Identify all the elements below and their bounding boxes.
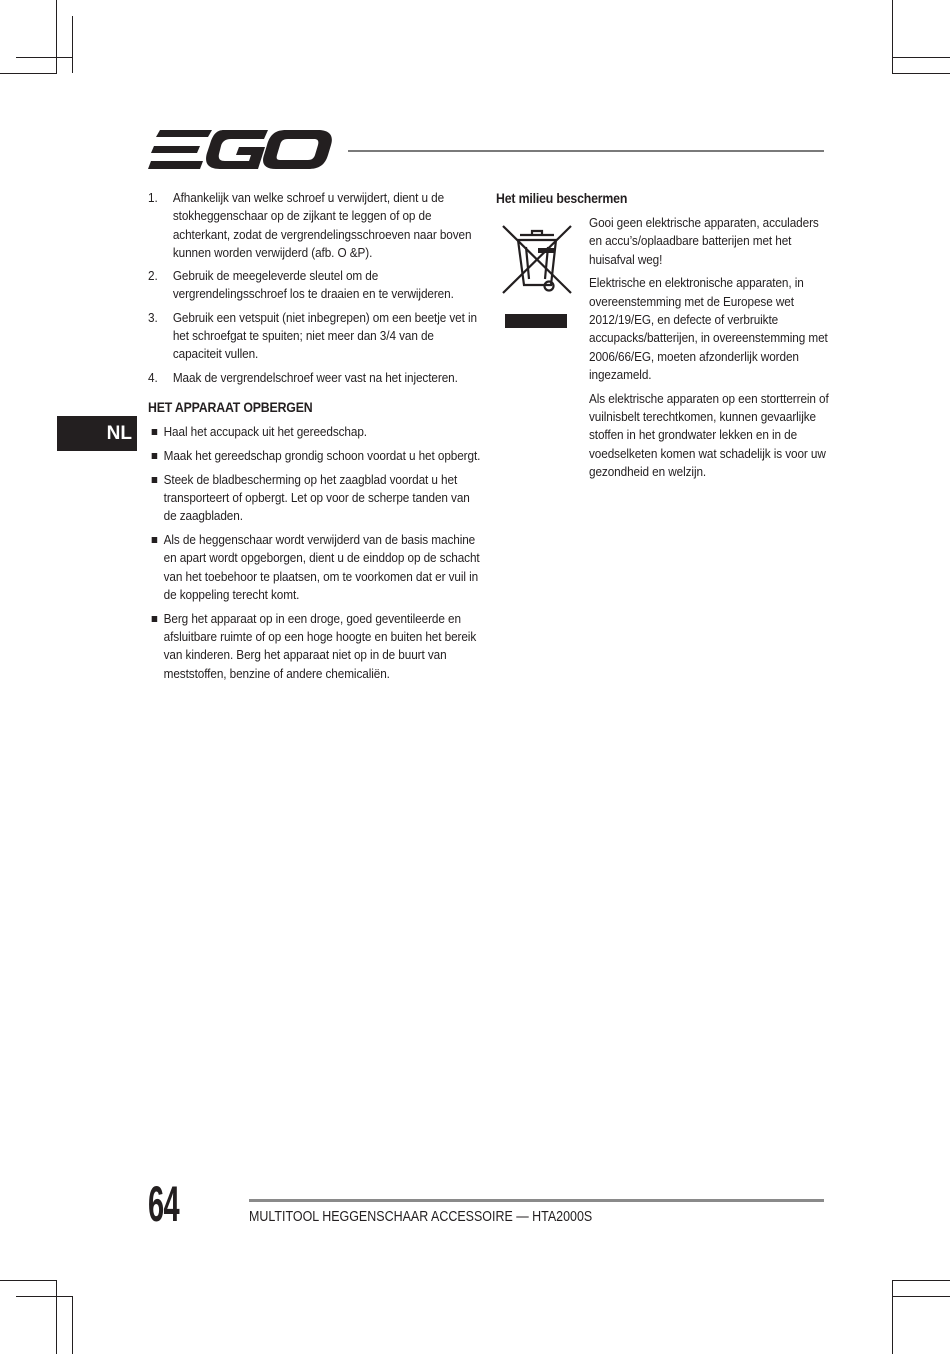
environment-heading: Het milieu beschermen <box>496 190 628 206</box>
crop-mark <box>16 57 73 58</box>
crop-mark <box>72 1296 73 1354</box>
square-bullet-icon <box>148 447 164 465</box>
crop-mark <box>892 57 950 58</box>
list-item <box>148 189 481 262</box>
square-bullet-icon <box>148 531 164 604</box>
crop-mark <box>892 0 893 74</box>
step-number: 1. <box>148 190 158 205</box>
step-text: Gebruik een vetspuit (niet inbegrepen) om een beetje vet in het schroefgat te spuiten; niet meer dan 3/4 van de capaciteit vullen. <box>172 309 477 362</box>
list-item <box>148 531 481 604</box>
crop-mark <box>0 1280 57 1281</box>
bullet-text: Berg het apparaat op in een droge, goed geventileerde en afsluitbare ruimte of op een hoge hoogte en buiten het bereik van kinderen. Berg het apparaat niet op in de buurt van meststoffen, benzine of andere chemicaliën. <box>163 610 477 681</box>
page-number: 64 <box>148 1176 180 1232</box>
crop-mark <box>892 1296 950 1297</box>
bullet-text: Haal het accupack uit het gereedschap. <box>163 423 367 439</box>
footer-title: MULTITOOL HEGGENSCHAAR ACCESSOIRE — HTA2000S <box>249 1209 593 1225</box>
crop-mark <box>56 0 57 73</box>
step-number: 2. <box>148 268 158 284</box>
paragraph: Als elektrische apparaten op een stortterrein of vuilnisbelt terechtkomen, kunnen gevaarlijke stoffen in het grondwater lekken en in de voedselketen komen wat schadelijk is voor uw gezondheid en welzijn. <box>589 390 829 479</box>
bullet-text: Maak het gereedschap grondig schoon voordat u het opbergt. <box>163 447 481 463</box>
crop-mark <box>72 16 73 73</box>
step-number: 3. <box>148 309 158 325</box>
list-item <box>148 423 481 441</box>
bullet-text: Als de heggenschaar wordt verwijderd van de basis machine en apart wordt opgeborgen, dient u de einddop op de schacht van het toebehoor te plaatsen, om te voorkomen dat er vuil in de koppeling terecht komt. <box>163 531 480 602</box>
step-number: 4. <box>148 369 158 385</box>
language-tab: NL <box>57 416 137 451</box>
square-bullet-icon <box>148 423 164 441</box>
left-column <box>148 189 481 688</box>
ego-logo <box>148 128 333 172</box>
storage-heading: HET APPARAAT OPBERGEN <box>148 398 313 415</box>
list-item <box>148 447 481 465</box>
crop-mark <box>56 1280 57 1354</box>
header-rule <box>348 150 824 152</box>
list-item <box>148 369 481 387</box>
steps-list <box>148 189 481 387</box>
list-item <box>148 267 481 304</box>
step-text: Gebruik de meegeleverde sleutel om de vergrendelingsschroef los te draaien en te verwijderen. <box>172 268 454 302</box>
footer-rule <box>249 1199 824 1202</box>
step-text: Afhankelijk van welke schroef u verwijdert, dient u de stokheggenschaar op de zijkant te leggen of op de achterkant, zodat de vergrendelingsschroeven naar boven kunnen worden verwijderd (afb. O &P). <box>172 190 472 260</box>
list-item <box>148 309 481 364</box>
right-column <box>496 189 829 479</box>
crop-mark <box>892 1280 950 1281</box>
paragraph: Gooi geen elektrische apparaten, acculaders en accu’s/oplaadbare batterijen met het huisafval weg! <box>589 215 819 267</box>
storage-list <box>148 423 481 683</box>
step-text: Maak de vergrendelschroef weer vast na het injecteren. <box>172 369 458 385</box>
crossed-out-wheelie-bin-icon <box>498 219 574 333</box>
paragraph: Elektrische en elektronische apparaten, in overeenstemming met de Europese wet 2012/19/EG, en defecte of verbruikte accupacks/batterijen, in overeenstemming met 2006/66/EG, moeten afzonderlijk worden ingezameld. <box>589 275 828 382</box>
environment-text <box>589 214 834 487</box>
crop-mark <box>892 1280 893 1354</box>
crop-mark <box>892 73 950 74</box>
list-item <box>148 471 481 526</box>
bullet-text: Steek de bladbescherming op het zaagblad voordat u het transporteert of opbergt. Let op voor de scherpe tanden van de zaagbladen. <box>163 471 470 524</box>
environment-paragraphs <box>589 214 833 481</box>
list-item <box>148 610 481 683</box>
square-bullet-icon <box>148 471 164 526</box>
crop-mark <box>0 73 57 74</box>
crop-mark <box>16 1296 73 1297</box>
square-bullet-icon <box>148 610 164 683</box>
